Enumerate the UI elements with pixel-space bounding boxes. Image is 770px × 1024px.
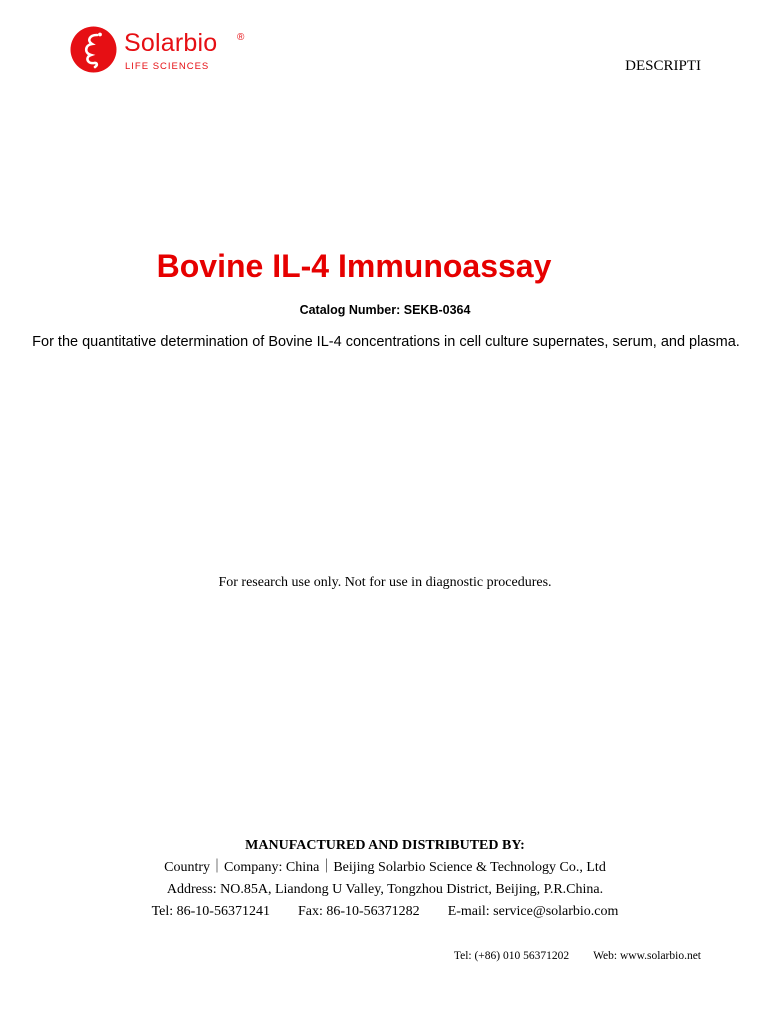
catalog-number: Catalog Number: SEKB-0364 [299,303,471,317]
logo-wordmark: Solarbio [124,29,218,57]
page-footer [454,950,701,962]
footer-tel: Tel: (+86) 010 56371202 [453,950,570,962]
manufacturer-country-company: Country｜Company: China｜Beijing Solarbio Science & Technology Co., Ltd [164,860,606,875]
logo-tagline: LIFE SCIENCES [125,61,210,72]
manufacturer-heading: MANUFACTURED AND DISTRIBUTED BY: [245,838,525,853]
manufacturer-fax: Fax: 86-10-56371282 [297,904,420,919]
section-label: DESCRIPTI [625,58,701,74]
registered-mark: ® [237,32,245,43]
manufacturer-block [0,835,770,923]
research-use-note: For research use only. Not for use in diagnostic procedures. [218,575,552,590]
manufacturer-contacts [0,901,770,923]
document-title: Bovine IL-4 Immunoassay [156,248,552,284]
footer-web: Web: www.solarbio.net [593,950,701,962]
manufacturer-tel: Tel: 86-10-56371241 [151,904,270,919]
solarbio-logo-mark-icon [70,26,117,73]
solarbio-logo [70,26,260,76]
manufacturer-email: E-mail: service@solarbio.com [447,904,619,919]
intended-use-statement: For the quantitative determination of Bovine IL-4 concentrations in cell culture supernates, serum, and plasma. [32,334,740,350]
manufacturer-address: Address: NO.85A, Liandong U Valley, Tongzhou District, Beijing, P.R.China. [166,882,604,897]
